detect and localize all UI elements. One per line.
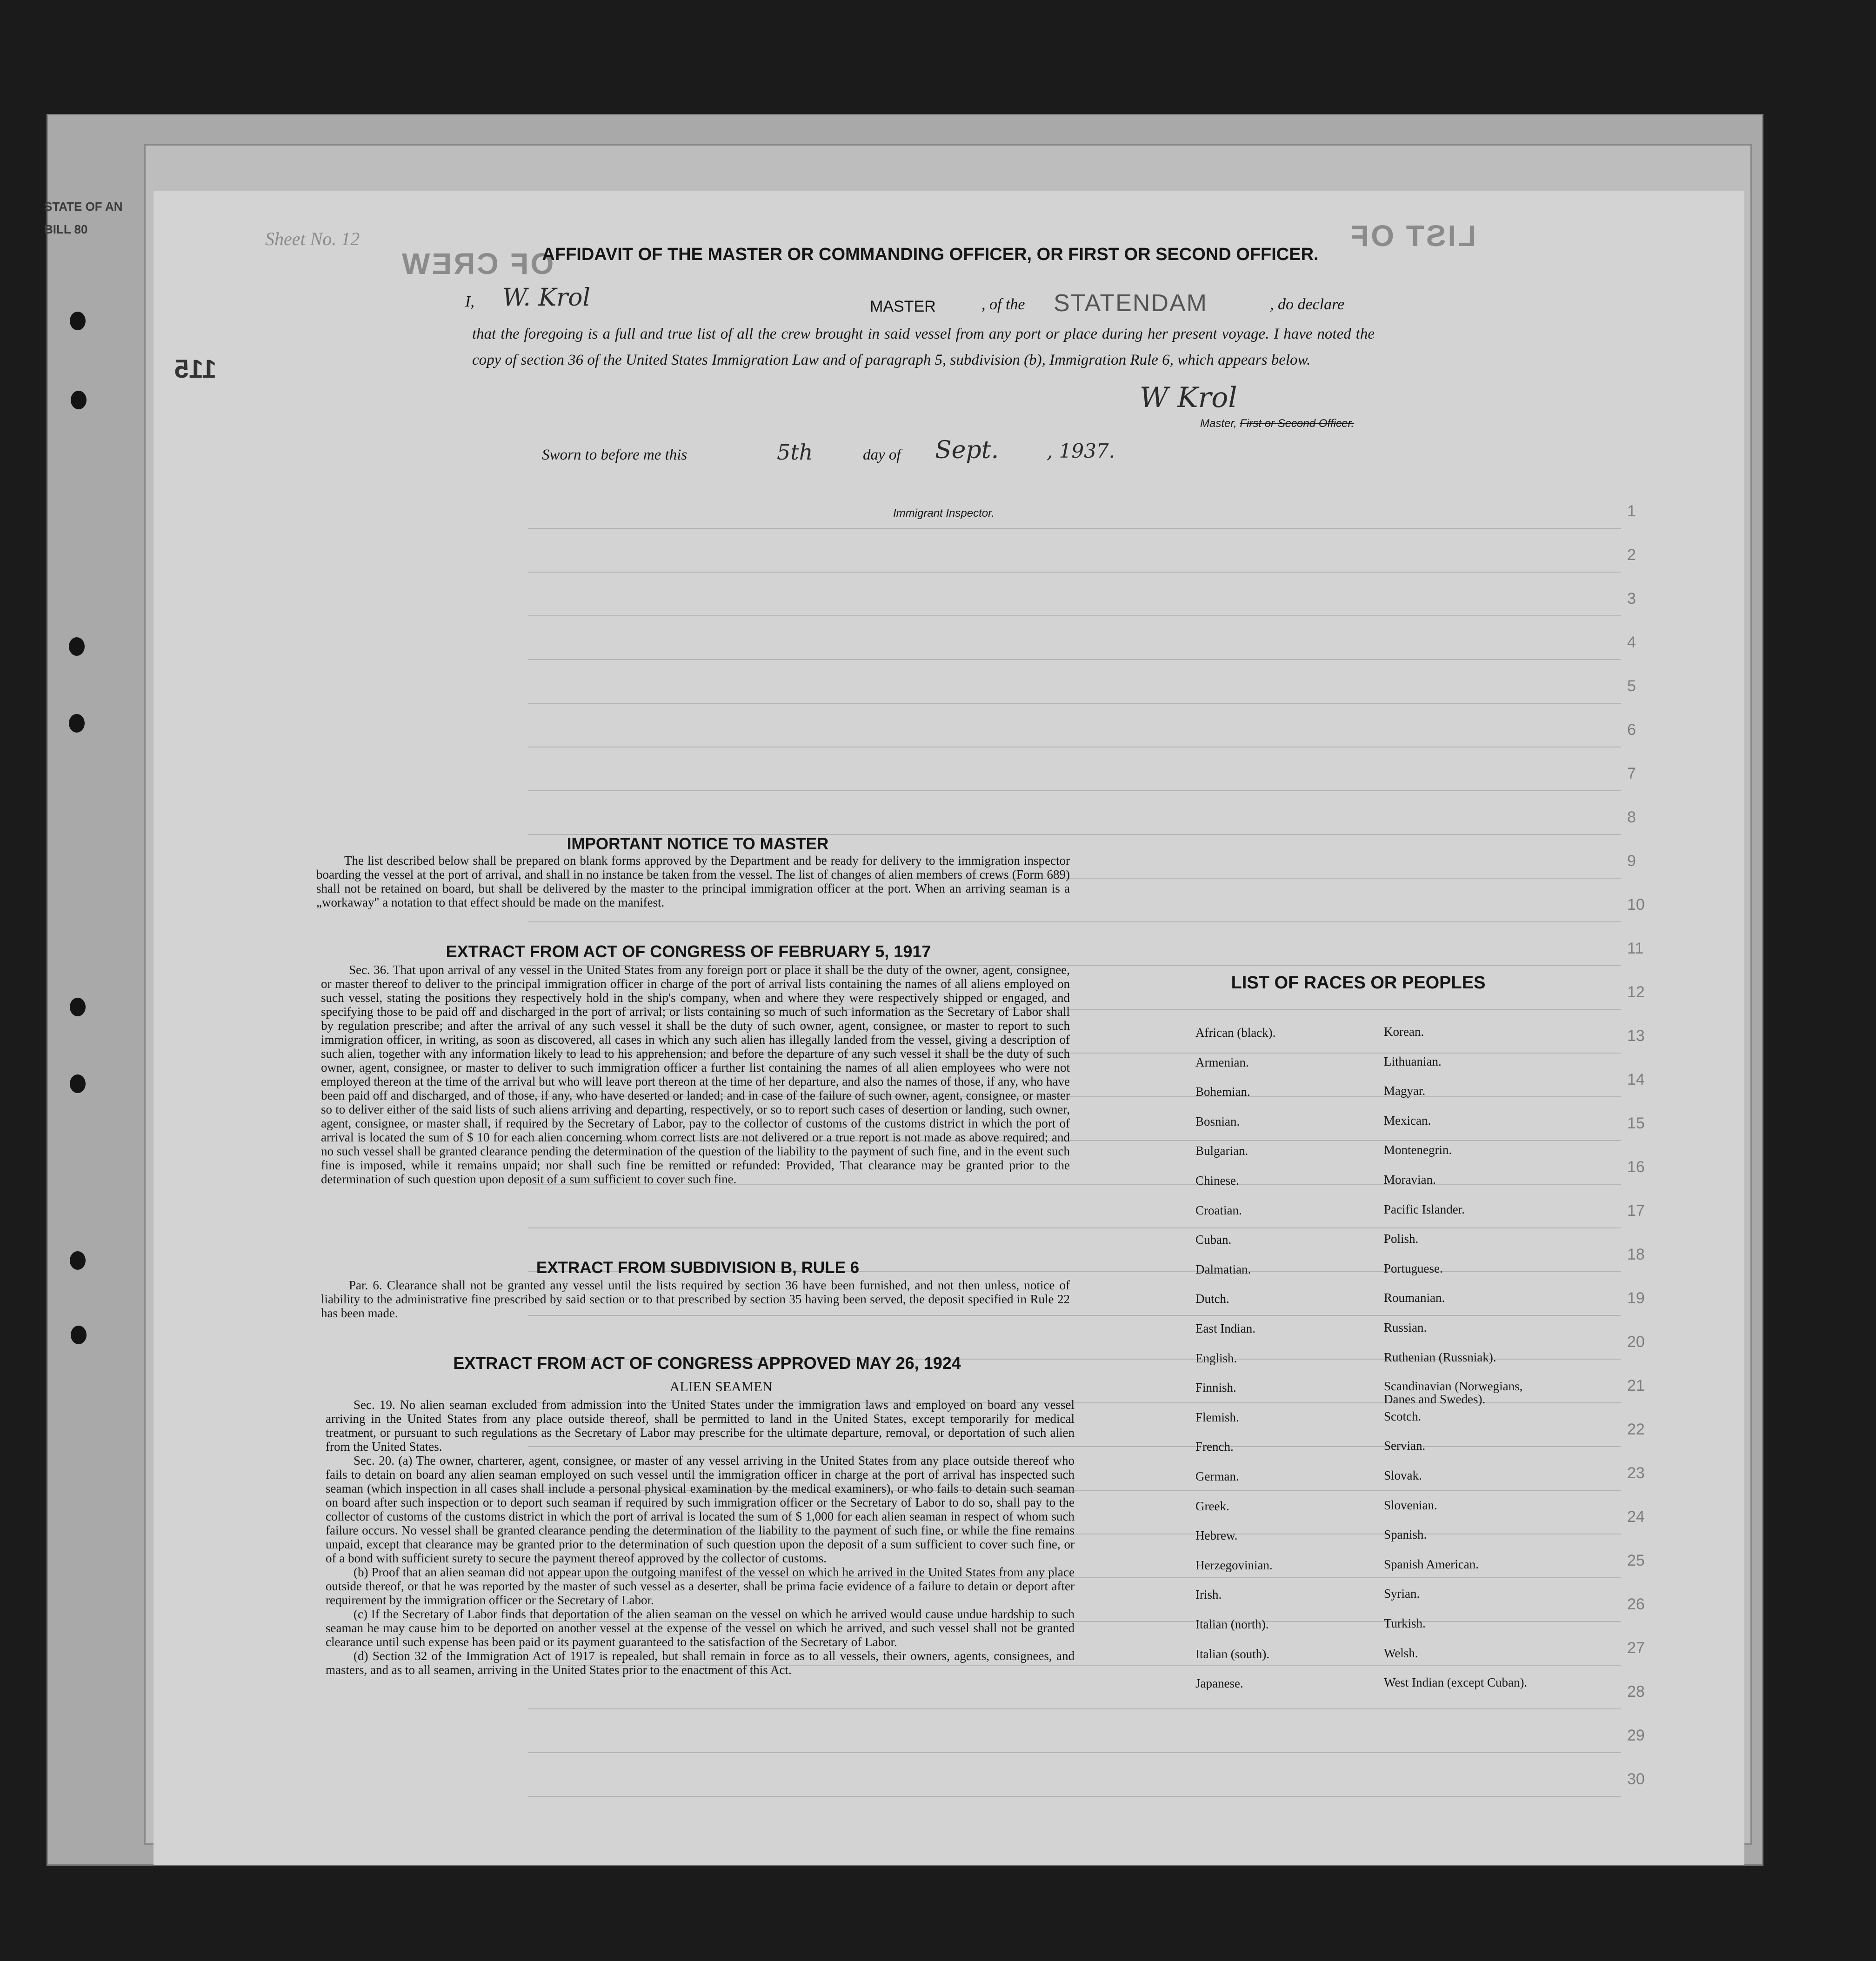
race-item: Lithuanian. — [1384, 1054, 1442, 1068]
race-item: Servian. — [1384, 1439, 1426, 1453]
race-item: Bohemian. — [1195, 1085, 1250, 1099]
master-signature: W Krol — [1140, 381, 1237, 414]
race-item: Italian (south). — [1195, 1647, 1269, 1661]
race-item: Syrian. — [1384, 1587, 1420, 1601]
race-item: Dalmatian. — [1195, 1262, 1251, 1276]
notice-title: IMPORTANT NOTICE TO MASTER — [567, 835, 829, 853]
race-item: Flemish. — [1195, 1410, 1239, 1424]
ghost-row-number: 10 — [1627, 896, 1645, 914]
act-1924-paragraph: (b) Proof that an alien seaman did not appear upon the outgoing manifest of the vessel on which he arrived in the United States from any place outside thereof, or that he was reported by the master of such vessel as a deserter, shall be prima facie evidence of a failure to detain or deport after requirement by the immigration officer or the Secretary of Labor. — [326, 1565, 1075, 1607]
race-item: Pacific Islander. — [1384, 1202, 1465, 1216]
sworn-month: Sept. — [935, 436, 999, 464]
ghost-row-number: 21 — [1627, 1377, 1645, 1394]
race-item: Roumanian. — [1384, 1291, 1445, 1305]
sworn-year: , 1937. — [1047, 440, 1115, 462]
race-item: Dutch. — [1195, 1292, 1229, 1306]
sworn-day: 5th — [777, 440, 813, 465]
page-number: 115 — [174, 354, 217, 383]
alien-seamen-subtitle: ALIEN SEAMEN — [669, 1379, 773, 1394]
ghost-row-rule — [528, 615, 1621, 616]
binder-hole — [69, 714, 85, 733]
day-of-text: day of — [863, 447, 901, 463]
act-1924-paragraph: (c) If the Secretary of Labor finds that deportation of the alien seaman on the vessel on which he arrived would cause undue hardship to such seaman he may cause him to be deported on another vessel at the expense of the vessel on which he arrived, and such vessel shall not be granted clearance until such expense has been paid or its payment guaranteed to the satisfaction of the Secretary of Labor. — [326, 1607, 1075, 1649]
ghost-row-number: 11 — [1627, 940, 1644, 957]
race-item: Herzegovinian. — [1195, 1558, 1273, 1572]
ghost-title-right: LIST OF — [1349, 219, 1476, 253]
act-1917-title: EXTRACT FROM ACT OF CONGRESS OF FEBRUARY 5, 1917 — [446, 942, 931, 961]
ghost-row-number: 26 — [1627, 1595, 1645, 1613]
race-item: Mexican. — [1384, 1113, 1431, 1127]
do-declare-text: , do declare — [1270, 296, 1345, 313]
signature-caption — [1200, 417, 1354, 430]
ghost-row-number: 2 — [1627, 546, 1636, 564]
ghost-row-rule — [528, 790, 1621, 791]
affidavit-title: AFFIDAVIT OF THE MASTER OR COMMANDING OFFICER, OR FIRST OR SECOND OFFICER. — [542, 245, 1319, 264]
race-item: Korean. — [1384, 1025, 1424, 1039]
race-item: Moravian. — [1384, 1173, 1436, 1187]
ghost-row-number: 20 — [1627, 1333, 1645, 1351]
race-item: Montenegrin. — [1384, 1143, 1452, 1157]
race-item: Croatian. — [1195, 1203, 1242, 1217]
race-item: Armenian. — [1195, 1055, 1249, 1069]
race-item: Welsh. — [1384, 1646, 1418, 1660]
ghost-row-number: 27 — [1627, 1639, 1645, 1657]
ghost-row-number: 28 — [1627, 1683, 1645, 1701]
race-item: Turkish. — [1384, 1616, 1426, 1630]
race-item: German. — [1195, 1469, 1239, 1483]
act-1924-paragraph: Sec. 19. No alien seaman excluded from admission into the United States under the immigration laws and employed on board any vessel arriving in the United States from any place outside thereof, shall be permitted to land in the United States, except temporarily for medical treatment, or pursuant to such regulations as the Secretary of Labor may prescribe for the ultimate departure, removal, or deportation of such alien from the United States. — [326, 1398, 1075, 1454]
binder-hole — [71, 391, 87, 409]
ghost-row-rule — [528, 1708, 1621, 1709]
sig-struck-officer: First or Second Officer. — [1240, 417, 1355, 430]
race-item: Greek. — [1195, 1499, 1229, 1513]
of-the-text: , of the — [981, 296, 1025, 313]
race-item: East Indian. — [1195, 1321, 1255, 1335]
race-item: Portuguese. — [1384, 1261, 1443, 1275]
rule-6-title: EXTRACT FROM SUBDIVISION B, RULE 6 — [536, 1259, 860, 1277]
ghost-row-number: 3 — [1627, 590, 1636, 607]
ghost-row-number: 24 — [1627, 1508, 1645, 1526]
binder-hole — [71, 1326, 87, 1344]
race-item: Chinese. — [1195, 1174, 1239, 1187]
ghost-row-rule — [528, 659, 1621, 660]
binder-hole — [70, 998, 86, 1016]
ghost-row-number: 5 — [1627, 677, 1636, 695]
race-item: Finnish. — [1195, 1381, 1236, 1395]
race-item: Japanese. — [1195, 1676, 1243, 1691]
race-item: Slovak. — [1384, 1468, 1422, 1482]
race-item: Scandinavian (Norwegians, Danes and Swedes). — [1384, 1379, 1523, 1407]
ghost-row-number: 19 — [1627, 1289, 1645, 1307]
edge-stamp-line: STATE OF AN — [44, 200, 123, 213]
ghost-row-rule — [528, 1796, 1621, 1797]
race-item: Russian. — [1384, 1321, 1427, 1334]
act-1924-paragraph: Sec. 20. (a) The owner, charterer, agent, consignee, or master of any vessel arriving in the United States from any place outside thereof who fails to detain on board any alien seaman employed on such vessel until the immigration officer in charge at the port of arrival has inspected such seaman (which inspection in all cases shall include a personal physical examination by the medical examiners), or who fails to detain such seaman on board after such inspection or to deport such seaman if required by such immigration officer or the Secretary of Labor to do so, shall pay to the collector of customs of the customs district in which the port of arrival is located the sum of $ 1,000 for each alien seaman in respect of whom such failure occurs. No vessel shall be granted clearance pending the determination of the liability to the payment of such fine, or while the fine remains unpaid, except that clearance may be granted prior to the determination of such question upon the deposit of a sum sufficient to cover such fine, or of a bond with sufficient surety to secure the payment thereof approved by the collector of customs. — [326, 1454, 1075, 1565]
notice-body: The list described below shall be prepared on blank forms approved by the Department and be ready for delivery to the immigration inspector boarding the vessel at the port of arrival, and shall in no instance be taken from the vessel. The list of changes of alien members of crews (Form 689) shall not be retained on board, but shall be delivered by the master to the principal immigration officer at the port. When an arriving seaman is a „workaway" a notation to that effect should be made on the manifest. — [316, 854, 1070, 909]
ghost-row-rule — [528, 528, 1621, 529]
ghost-title: OF CREW — [400, 247, 554, 280]
ghost-row-number: 8 — [1627, 808, 1636, 826]
ghost-row-number: 13 — [1627, 1027, 1645, 1045]
act-1924-paragraph: (d) Section 32 of the Immigration Act of 1917 is repealed, but shall remain in force as to all vessels, their owners, agents, consignees, and masters, and as to all seamen, arriving in the United States prior to the enactment of this Act. — [326, 1649, 1075, 1677]
race-item: Irish. — [1195, 1587, 1222, 1602]
binder-hole — [69, 637, 85, 656]
ghost-row-number: 18 — [1627, 1246, 1645, 1263]
ghost-row-number: 4 — [1627, 634, 1636, 651]
ghost-row-rule — [528, 572, 1621, 573]
race-item: Italian (north). — [1195, 1617, 1269, 1631]
ghost-row-number: 23 — [1627, 1464, 1645, 1482]
master-name-handwritten: W. Krol — [502, 284, 591, 312]
immigrant-inspector-label: Immigrant Inspector. — [893, 507, 995, 520]
ghost-row-number: 17 — [1627, 1202, 1645, 1220]
declaration-text: that the foregoing is a full and true list of all the crew brought in said vessel from any port or place during her present voyage. I have noted the copy of section 36 of the United States Immigration Law and of paragraph 5, subdivision (b), Immigration Rule 6, which appears below. — [472, 326, 1375, 368]
ghost-row-number: 12 — [1627, 983, 1645, 1001]
ghost-row-number: 9 — [1627, 852, 1636, 870]
master-label: MASTER — [870, 298, 936, 315]
race-item: Spanish. — [1384, 1527, 1427, 1542]
race-item: African (black). — [1195, 1026, 1276, 1040]
ghost-row-number: 1 — [1627, 502, 1636, 520]
declaration-i: I, — [465, 293, 474, 310]
ghost-row-number: 7 — [1627, 765, 1636, 782]
race-item: West Indian (except Cuban). — [1384, 1675, 1528, 1690]
ghost-row-number: 15 — [1627, 1114, 1645, 1132]
ghost-row-rule — [528, 921, 1621, 922]
race-item: Bulgarian. — [1195, 1144, 1248, 1158]
race-item: Hebrew. — [1195, 1528, 1238, 1543]
ghost-row-number: 14 — [1627, 1071, 1645, 1088]
race-item: Scotch. — [1384, 1409, 1422, 1423]
race-item: Slovenian. — [1384, 1498, 1437, 1512]
vessel-name-stamp: STATENDAM — [1054, 290, 1208, 317]
sig-master: Master, — [1200, 417, 1237, 430]
binder-hole — [70, 1251, 86, 1270]
binder-hole — [70, 312, 86, 330]
races-title: LIST OF RACES OR PEOPLES — [1231, 973, 1486, 993]
ghost-row-number: 16 — [1627, 1158, 1645, 1176]
edge-stamp — [44, 195, 128, 241]
rule-6-text: Par. 6. Clearance shall not be granted any vessel until the lists required by section 36 have been furnished, and not then unless, notice of liability to the administrative fine prescribed by said section or to that prescribed by section 35 having been served, the deposit specified in Rule 22 has been made. — [321, 1278, 1070, 1320]
ghost-row-rule — [528, 703, 1621, 704]
sheet-number: Sheet No. 12 — [265, 228, 360, 249]
ghost-row-number: 25 — [1627, 1552, 1645, 1569]
race-item: Magyar. — [1384, 1084, 1426, 1098]
ghost-row-rule — [528, 1752, 1621, 1753]
sworn-text: Sworn to before me this — [542, 447, 688, 463]
section-36-text: Sec. 36. That upon arrival of any vessel in the United States from any foreign port or place it shall be the duty of the owner, agent, consignee, or master thereof to deliver to the principal immigration officer in charge of the port of arrival lists containing the names of all aliens employed on such vessel, stating the positions they respectively hold in the ship's company, when and where they were respectively shipped or engaged, and specifying those to be paid off and discharged in the port of arrival; or lists containing so much of such information as the Secretary of Labor shall by regulation prescribe; and after the arrival of any such vessel it shall be the duty of such owner, agent, consignee, or master to report to such immigration officer, in writing, as soon as discovered, all cases in which any such alien has illegally landed from the vessel, giving a description of such alien, together with any information likely to lead to his apprehension; and before the departure of any such vessel it shall be the duty of such owner, agent, consignee, or master to deliver to such immigration officer a further list containing the names of all alien employees who were not employed thereon at the time of the arrival but who will leave port thereon at the time of her departure, and also the names of those, if any, who have been paid off and discharged, and of those, if any, who have deserted or landed; and in case of the failure of such owner, agent, consignee, or master so to deliver either of the said lists of such aliens arriving and departing, respectively, or so to report such cases of desertion or landing, such owner, agent, consignee, or master shall, if required by the Secretary of Labor, pay to the collector of customs of the customs district in which the port of arrival is located the sum of $ 10 for each alien concerning whom correct lists are not delivered or a true report is not made as above required; and no such vessel shall be granted clearance pending the determination of the question of the liability to the payment of such fine, and in the event such fine is imposed, while it remains unpaid; nor shall such fine be remitted or refunded: Provided, That clearance may be granted prior to the determination of such question upon deposit of a sum sufficient to cover such fine. — [321, 963, 1070, 1186]
race-item: English. — [1195, 1351, 1237, 1365]
ghost-row-number: 6 — [1627, 721, 1636, 739]
race-item: Ruthenian (Russniak). — [1384, 1350, 1496, 1364]
ghost-row-number: 30 — [1627, 1770, 1645, 1788]
act-1924-title: EXTRACT FROM ACT OF CONGRESS APPROVED MAY 26, 1924 — [453, 1354, 961, 1373]
binder-hole — [70, 1074, 86, 1093]
ghost-row-number: 29 — [1627, 1727, 1645, 1744]
ghost-row-rule — [528, 1227, 1621, 1228]
act-1924-text — [326, 1398, 1075, 1677]
race-item: French. — [1195, 1440, 1234, 1454]
race-item: Cuban. — [1195, 1233, 1232, 1247]
race-item: Polish. — [1384, 1232, 1419, 1246]
edge-stamp-line: BILL 80 — [44, 222, 88, 237]
race-item: Bosnian. — [1195, 1114, 1240, 1128]
ghost-row-number: 22 — [1627, 1421, 1645, 1438]
race-item: Spanish American. — [1384, 1557, 1479, 1571]
